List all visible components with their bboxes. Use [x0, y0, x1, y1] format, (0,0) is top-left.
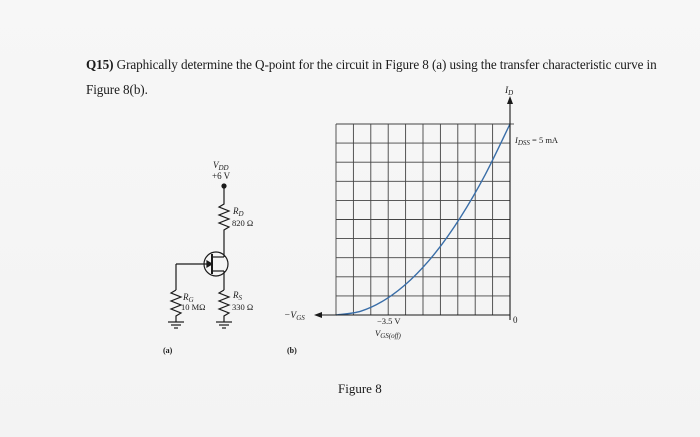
origin-label: 0 [513, 315, 518, 325]
figure-caption: Figure 8 [338, 381, 382, 396]
rg-label: $R_G$ [183, 292, 194, 304]
rs-label: $R_S$ [233, 290, 242, 302]
vgs-off-value: −3.5 V [377, 316, 401, 326]
rd-label: $R_D$ [233, 206, 244, 218]
x-axis-arrow [314, 312, 322, 318]
y-axis-arrow [507, 96, 513, 104]
x-axis-label: $-V_{GS}$ [284, 311, 305, 322]
idss-label: $I_{DSS} = 5$ mA [515, 135, 559, 147]
rs-value: 330 Ω [232, 302, 254, 312]
question-number: Q15) [86, 57, 114, 72]
vdd-label: $V_{DD}$ [213, 160, 229, 172]
circuit-sublabel: (a) [163, 346, 173, 355]
rd-value: 820 Ω [232, 218, 254, 228]
rg-value: 10 MΩ [181, 302, 206, 312]
vdd-value: +6 V [212, 171, 231, 181]
vgs-off-label: $V_{GS(off)}$ [375, 328, 401, 340]
y-axis-label: $I_D$ [505, 86, 514, 97]
curve-sublabel: (b) [287, 346, 297, 355]
question-body: Graphically determine the Q-point for the circuit in Figure 8 (a) using the transfer characteristic curve in Figure 8(b). [86, 57, 657, 97]
chart-grid [336, 124, 514, 315]
